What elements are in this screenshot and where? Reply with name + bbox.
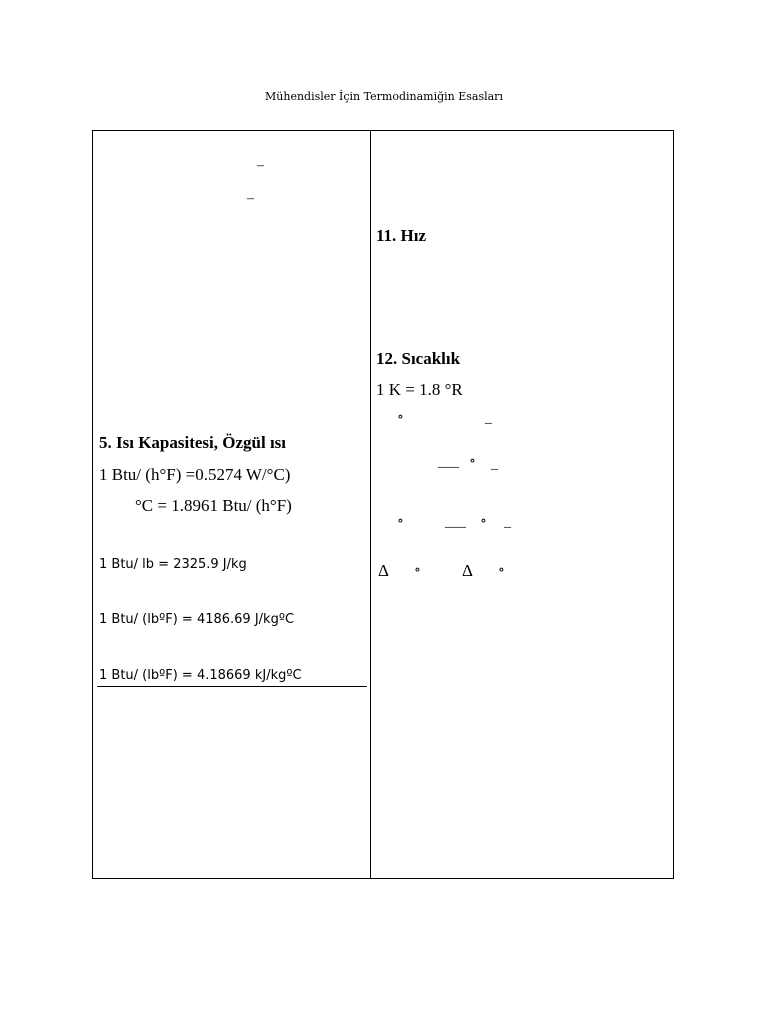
degree-symbol: ∘ <box>414 563 421 578</box>
left-dash-2: – <box>247 191 254 206</box>
left-dash-1: – <box>257 158 264 173</box>
conversion-line-3: 1 Btu/ lb = 2325.9 J/kg <box>99 557 247 572</box>
temperature-line-1: 1 K = 1.8 °R <box>376 380 463 399</box>
degree-symbol: ∘ <box>397 410 404 425</box>
conversion-line-5: 1 Btu/ (lbºF) = 4.18669 kJ/kgºC <box>99 668 302 683</box>
degree-symbol: ∘ <box>480 514 487 529</box>
conversion-line-2: °C = 1.8961 Btu/ (h°F) <box>135 496 292 515</box>
dash-symbol: _ <box>485 411 492 426</box>
dash-symbol: _ <box>491 457 498 472</box>
section-5-title: 5. Isı Kapasitesi, Özgül ısı <box>99 433 287 452</box>
page-header-title: Mühendisler İçin Termodinamiğin Esasları <box>265 90 503 103</box>
delta-symbol: Δ <box>378 561 389 580</box>
fraction-bar: ___ <box>445 515 466 530</box>
degree-symbol: ∘ <box>469 454 476 469</box>
conversion-line-1: 1 Btu/ (h°F) =0.5274 W/°C) <box>99 465 291 484</box>
content-table <box>92 130 674 879</box>
column-divider <box>370 131 371 878</box>
degree-symbol: ∘ <box>397 514 404 529</box>
section-12-title: 12. Sıcaklık <box>376 349 461 368</box>
degree-symbol: ∘ <box>498 563 505 578</box>
conversion-line-4: 1 Btu/ (lbºF) = 4186.69 J/kgºC <box>99 612 295 627</box>
line-5-underline <box>97 686 367 687</box>
section-11-title: 11. Hız <box>376 226 427 245</box>
delta-symbol: Δ <box>462 561 473 580</box>
dash-symbol: _ <box>504 515 511 530</box>
fraction-bar: ___ <box>438 455 459 470</box>
